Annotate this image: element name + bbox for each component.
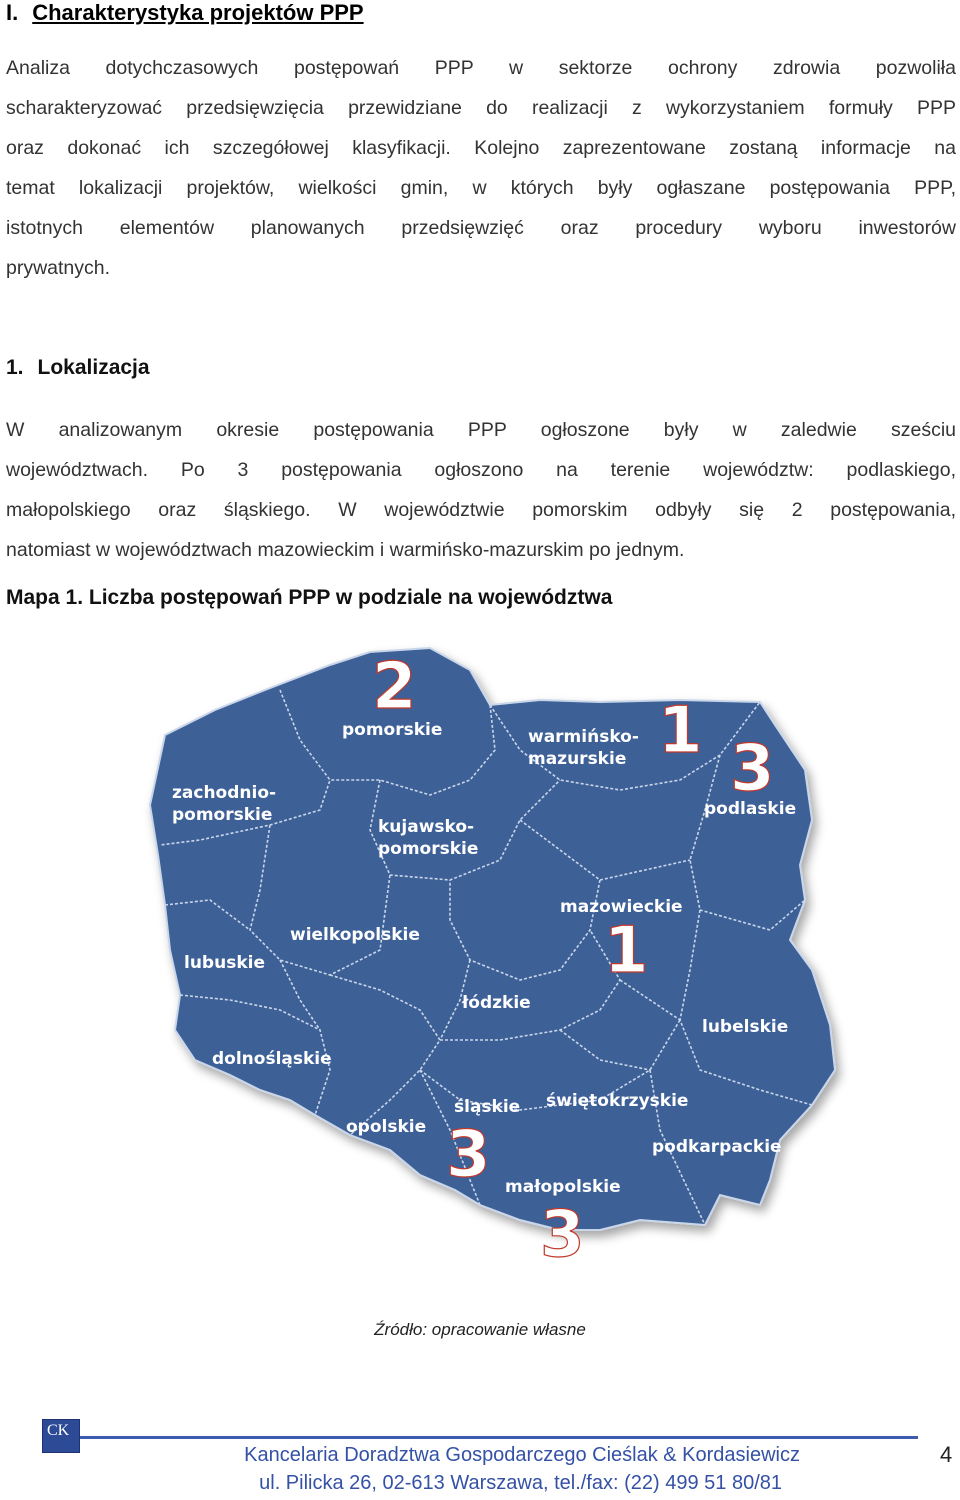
logo-text: CK [47, 1422, 70, 1439]
subsection-number: 1. [6, 356, 24, 379]
poland-voivodeship-map [0, 630, 960, 1310]
region-label-lubelskie: lubelskie [702, 1017, 789, 1037]
region-label-podkarpackie: podkarpackie [652, 1137, 782, 1157]
region-label-dolnoslaskie: dolnośląskie [212, 1049, 332, 1069]
region-label-wielkopolskie: wielkopolskie [290, 925, 420, 945]
footer-address: ul. Pilicka 26, 02-613 Warszawa, tel./fax: (22) 499 51 80/81 [259, 1472, 782, 1494]
region-label-slaskie: śląskie [454, 1097, 521, 1117]
count-slaskie: 3 [446, 1118, 491, 1192]
intro-line: temat lokalizacji projektów, wielkości gmin, w których były ogłaszane postępowania PPP, [6, 177, 956, 199]
intro-line: scharakteryzować przedsięwzięcia przewidziane do realizacji z wykorzystaniem formuły PPP [6, 97, 956, 119]
location-line: W analizowanym okresie postępowania PPP ogłoszone były w zaledwie sześciu [6, 419, 956, 441]
subsection-title: Lokalizacja [37, 356, 150, 379]
region-label-pomorskie: pomorskie [342, 720, 443, 740]
count-warminsko-mazurskie: 1 [658, 694, 703, 768]
intro-line: oraz dokonać ich szczegółowej klasyfikacji. Kolejno zaprezentowane zostaną informacje na [6, 137, 956, 159]
region-label-mazowieckie: mazowieckie [560, 897, 683, 917]
location-line: małopolskiego oraz śląskiego. W województwie pomorskim odbyły się 2 postępowania, [6, 499, 956, 521]
count-mazowieckie: 1 [604, 914, 649, 988]
region-label-warminsko-mazurskie: warmińsko-mazurskie [528, 727, 639, 769]
intro-line: istotnych elementów planowanych przedsięwzięć oraz procedury wyboru inwestorów [6, 217, 956, 239]
location-line: województwach. Po 3 postępowania ogłoszono na terenie województw: podlaskiego, [6, 459, 956, 481]
source-note: Źródło: opracowanie własne [374, 1320, 586, 1339]
region-label-opolskie: opolskie [346, 1117, 427, 1137]
map-caption: Mapa 1. Liczba postępowań PPP w podziale na województwa [6, 586, 613, 609]
intro-line: prywatnych. [6, 257, 111, 279]
intro-line: Analiza dotychczasowych postępowań PPP w sektorze ochrony zdrowia pozwoliła [6, 57, 956, 79]
count-malopolskie: 3 [540, 1198, 585, 1272]
region-label-kujawsko-pomorskie: kujawsko-pomorskie [378, 817, 479, 859]
region-label-malopolskie: małopolskie [505, 1177, 621, 1197]
section-heading [6, 0, 364, 26]
section-title: Charakterystyka projektów PPP [32, 0, 364, 25]
location-paragraph [6, 410, 956, 570]
location-line: natomiast w województwach mazowieckim i warmińsko-mazurskim po jednym. [6, 539, 685, 561]
region-label-lubuskie: lubuskie [184, 953, 265, 973]
company-logo [42, 1419, 80, 1453]
count-pomorskie: 2 [372, 650, 417, 724]
region-label-lodzkie: łódzkie [462, 993, 531, 1013]
subsection-heading [6, 356, 150, 380]
page-number: 4 [940, 1442, 953, 1467]
footer-company-name: Kancelaria Doradztwa Gospodarczego Cieślak & Kordasiewicz [244, 1444, 800, 1466]
intro-paragraph [6, 48, 956, 288]
section-number: I. [6, 0, 19, 25]
region-label-zachodniopomorskie: zachodnio-pomorskie [172, 783, 277, 825]
count-podlaskie: 3 [730, 732, 775, 806]
region-label-podlaskie: podlaskie [704, 799, 797, 819]
footer-rule [80, 1436, 918, 1439]
region-label-swietokrzyskie: świętokrzyskie [546, 1091, 689, 1111]
